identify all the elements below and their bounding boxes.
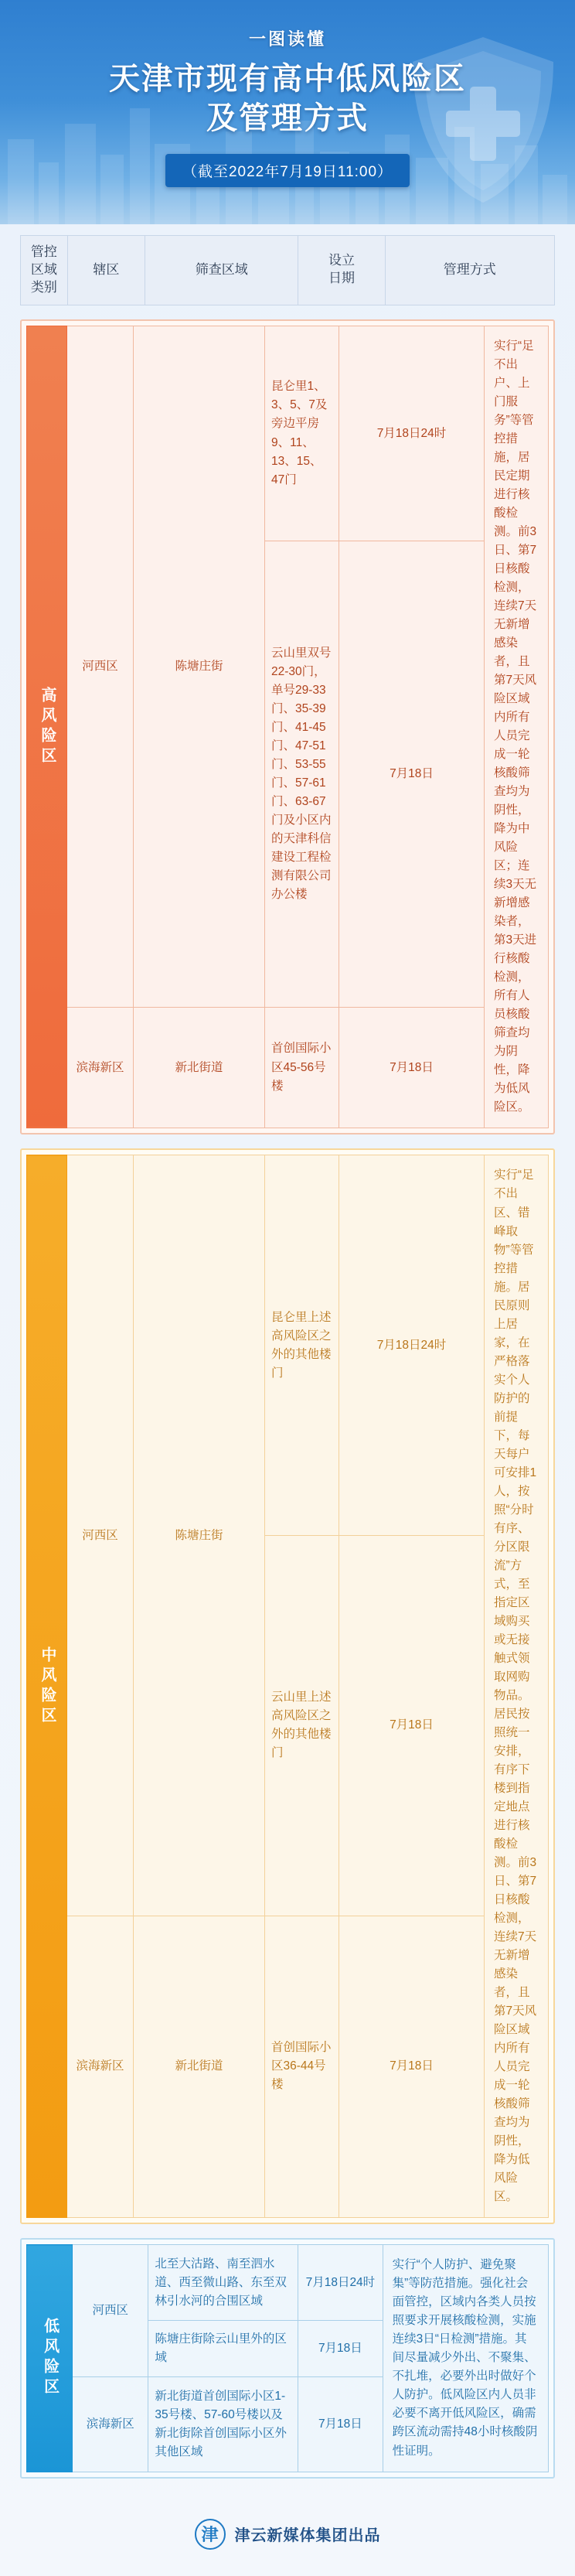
high-row1-street: 陈塘庄街 [134, 326, 265, 1007]
mid-row1-street: 陈塘庄街 [134, 1155, 265, 1916]
mid-row1-date: 7月18日24时 [339, 1155, 485, 1536]
th-screening-area: 筛查区域 [145, 236, 298, 305]
footer-text: 津云新媒体集团出品 [234, 2527, 381, 2545]
low-row2-date: 7月18日 [298, 2321, 383, 2377]
table-header-row [21, 236, 555, 305]
jinyun-logo-icon [195, 2519, 226, 2550]
header-title [0, 60, 575, 138]
low-row2-area: 陈塘庄街除云山里外的区域 [148, 2321, 298, 2377]
poster-header [0, 0, 575, 224]
table-row [27, 1155, 549, 1536]
logo-text: 津 [201, 2525, 219, 2545]
high-risk-label-cell [27, 326, 67, 1128]
mid-risk-label-cell [27, 1155, 67, 2218]
low-row1-area: 北至大沽路、南至泗水道、西至微山路、东至双林引水河的合围区域 [148, 2245, 298, 2321]
high-row3-street: 新北街道 [134, 1007, 265, 1128]
mid-risk-label: 中风险区 [39, 1646, 56, 1727]
low-row3-date: 7月18日 [298, 2376, 383, 2472]
low-row1-date: 7月18日24时 [298, 2245, 383, 2321]
spacer [20, 305, 555, 319]
table-column-headers [20, 235, 555, 305]
high-risk-block [20, 319, 555, 1135]
mid-risk-block [20, 1148, 555, 2224]
low-risk-management: 实行“个人防护、避免聚集”等防范措施。强化社会面管控，区域内各类人员按照要求开展核酸检测，实施连续3日“日检测”措施。其间尽量减少外出、不聚集、不扎堆，必要外出时做好个人防护。低风险区内人员非必要不离开低风险区，确需跨区流动需持48小时核酸阴性证明。 [383, 2245, 548, 2472]
th-date: 设立 日期 [298, 236, 385, 305]
footer [20, 2499, 555, 2576]
mid-row3-area: 首创国际小区36-44号楼 [265, 1916, 339, 2218]
mid-row2-area: 云山里上述高风险区之外的其他楼门 [265, 1536, 339, 1916]
header-date-wrap [0, 154, 575, 187]
high-row1-area: 昆仑里1、3、5、7及旁边平房9、11、13、15、47门 [265, 326, 339, 541]
header-date-badge: （截至2022年7月19日11:00） [165, 154, 410, 187]
header-title-line2: 及管理方式 [206, 101, 369, 136]
low-risk-label: 低风险区 [41, 2318, 59, 2399]
mid-row3-district: 滨海新区 [67, 1916, 134, 2218]
mid-risk-management: 实行“足不出区、错峰取物”等管控措施。居民原则上居家，在严格落实个人防护的前提下，每天每户可安排1人，按照“分时有序、分区限流”方式，至指定区域购买或无接触式领取网购物品。居民按照统一安排，有序下楼到指定地点进行核酸检测。前3日、第7日核酸检测，连续7天无新增感染者，且第7天风险区域内所有人员完成一轮核酸筛查均为阴性，降为低风险区。 [485, 1155, 549, 2218]
high-row3-district: 滨海新区 [67, 1007, 134, 1128]
header-title-line1: 天津市现有高中低风险区 [109, 62, 466, 96]
mid-row3-date: 7月18日 [339, 1916, 485, 2218]
table-row [27, 2245, 549, 2321]
mid-risk-table [26, 1155, 549, 2218]
low-row1-district: 河西区 [73, 2245, 148, 2376]
low-row3-area: 新北街道首创国际小区1-35号楼、57-60号楼以及新北街除首创国际小区外其他区域 [148, 2376, 298, 2472]
th-management: 管理方式 [385, 236, 554, 305]
header-subtitle: 一图读懂 [248, 29, 326, 49]
high-row1-district: 河西区 [67, 326, 134, 1007]
high-row2-date: 7月18日 [339, 541, 485, 1007]
high-risk-label: 高风险区 [39, 687, 56, 768]
high-row2-area: 云山里双号22-30门，单号29-33门、35-39门、41-45门、47-51门、53-55门、57-61门、63-67门及小区内的天津科信建设工程检测有限公司办公楼 [265, 541, 339, 1007]
table-row [27, 1916, 549, 2218]
table-row [27, 1007, 549, 1128]
table-row [27, 326, 549, 541]
high-risk-management: 实行“足不出户、上门服务”等管控措施，居民定期进行核酸检测。前3日、第7日核酸检测，连续7天无新增感染者，且第7天风险区域内所有人员完成一轮核酸筛查均为阴性，降为中风险区；连续3天无新增感染者，第3天进行核酸检测，所有人员核酸筛查均为阴性，降为低风险区。 [485, 326, 549, 1128]
high-row3-area: 首创国际小区45-56号楼 [265, 1007, 339, 1128]
table-content [0, 224, 575, 2576]
th-district: 辖区 [67, 236, 145, 305]
low-risk-label-cell [27, 2245, 73, 2472]
mid-row1-area: 昆仑里上述高风险区之外的其他楼门 [265, 1155, 339, 1536]
low-row3-district: 滨海新区 [73, 2376, 148, 2472]
low-risk-table [26, 2244, 549, 2472]
mid-row1-district: 河西区 [67, 1155, 134, 1916]
mid-row2-date: 7月18日 [339, 1536, 485, 1916]
th-category: 管控 区域 类别 [21, 236, 68, 305]
low-risk-block [20, 2238, 555, 2478]
spacer [20, 2224, 555, 2238]
high-row3-date: 7月18日 [339, 1007, 485, 1128]
spacer [20, 1134, 555, 1148]
high-risk-table [26, 326, 549, 1129]
mid-row3-street: 新北街道 [134, 1916, 265, 2218]
high-row1-date: 7月18日24时 [339, 326, 485, 541]
